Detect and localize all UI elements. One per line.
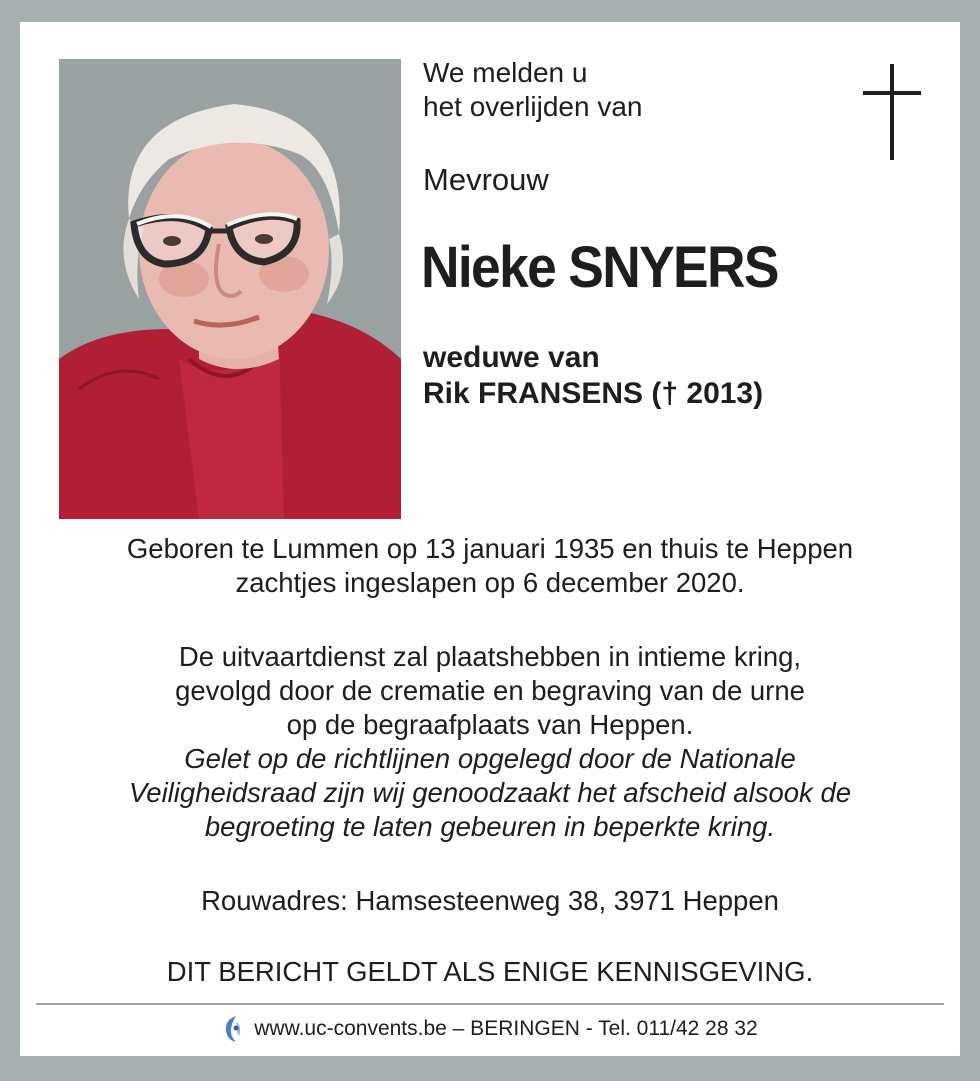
intro-line-2: het overlijden van: [423, 91, 643, 122]
service-line-1: De uitvaartdienst zal plaatshebben in intieme kring,: [178, 641, 802, 672]
final-notice: DIT BERICHT GELDT ALS ENIGE KENNISGEVING.: [166, 956, 814, 987]
service-line-2: gevolgd door de crematie en begraving van de urne: [175, 675, 805, 706]
spouse-name: Rik FRANSENS († 2013): [423, 377, 764, 410]
footer-divider: [36, 1003, 944, 1005]
birth-line-2: zachtjes ingeslapen op 6 december 2020.: [235, 567, 745, 598]
intro-text: [423, 56, 642, 124]
birth-line-1: Geboren te Lummen op 13 januari 1935 en thuis te Heppen: [126, 533, 854, 564]
cross-icon: [863, 64, 921, 160]
service-line-3: op de begraafplaats van Heppen.: [286, 709, 694, 740]
notice-line-1: Gelet op de richtlijnen opgelegd door de Nationale: [184, 743, 796, 774]
deceased-name: Nieke SNYERS: [421, 235, 778, 300]
birth-death-paragraph: [20, 532, 960, 600]
portrait-photo: [59, 59, 401, 519]
spouse-info: [423, 340, 763, 412]
honorific: Mevrouw: [423, 162, 549, 197]
footer-contact: www.uc-convents.be – BERINGEN - Tel. 011/42 28 32: [254, 1017, 758, 1040]
obituary-card: [20, 22, 960, 1056]
notice-line-3: begroeting te laten gebeuren in beperkte kring.: [204, 811, 776, 842]
widow-label: weduwe van: [423, 341, 600, 374]
service-paragraph: [20, 640, 960, 844]
notice-line-2: Veiligheidsraad zijn wij genoodzaakt het afscheid alsook de: [128, 777, 852, 808]
mourning-address: Rouwadres: Hamsesteenweg 38, 3971 Heppen: [201, 885, 779, 916]
footer: [20, 1014, 960, 1044]
funeral-home-logo-icon: [222, 1014, 244, 1044]
intro-line-1: We melden u: [423, 57, 588, 88]
